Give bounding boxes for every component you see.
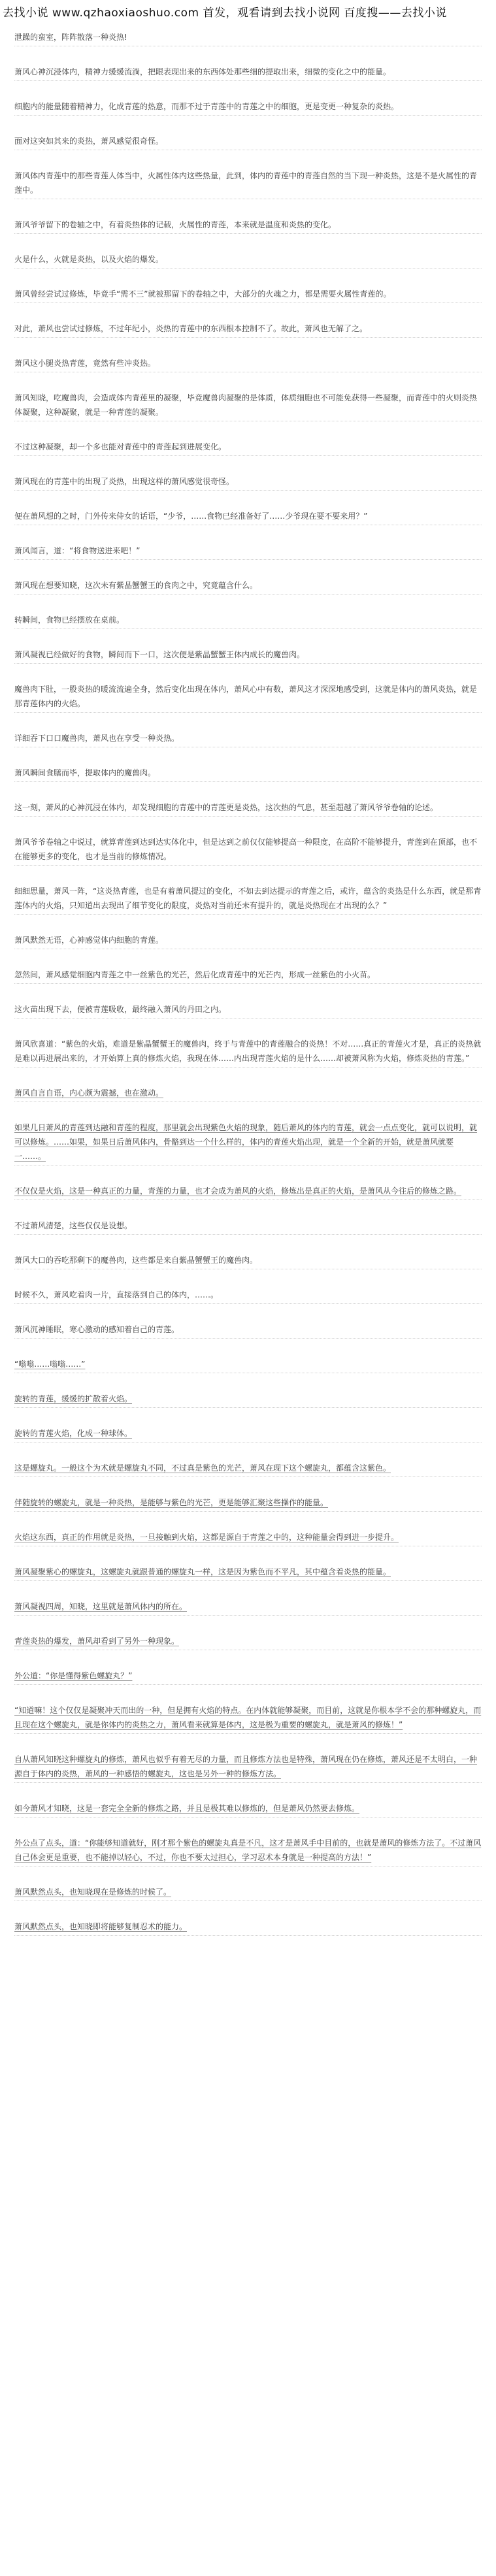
paragraph: 萧风知晓，吃魔兽肉，会造成体内青莲里的凝聚，毕竟魔兽肉凝聚的是体质，体质细胞也不可能免获得一些凝聚，而青莲中的火则炎热体凝聚，这种凝聚，就是一种青莲的凝聚。 (14, 391, 482, 421)
paragraph: 萧风凝聚紫心的螺旋丸，这螺旋丸就跟普通的螺旋丸一样，这是因为紫色而不平凡，其中蕴含着炎热的能量。 (14, 1565, 482, 1581)
paragraph: 详细吞下口口魔兽肉，萧风也在享受一种炎热。 (14, 731, 482, 747)
paragraph: 萧风体内青莲中的那些青莲人体当中，火属性体内这些热量，此到，体内的青莲中的青莲自然的当下现一种炎热，这是不是火属性的青莲中。 (14, 169, 482, 199)
paragraph: 萧风心神沉浸体内，精神力缓缓流淌，把眼表现出来的东西体处那些细的提取出来，细微的变化之中的能量。 (14, 65, 482, 81)
paragraph: 便在萧风想的之时，门外传来侍女的话语，“少爷，……食物已经准备好了……少爷现在要不要来用？” (14, 509, 482, 525)
paragraph: 忽然间，萧风感觉细胞内青莲之中一丝紫色的光芒，然后化成青莲中的光芒内，形成一丝紫色的小火苗。 (14, 968, 482, 984)
paragraph: 细胞内的能量随着精神力，化成青莲的热意，而那不过于青莲中的青莲之中的细胞，更是变更一种复杂的炎热。 (14, 99, 482, 116)
paragraph: 萧风默然点头，也知晓现在是修炼的时候了。 (14, 1885, 482, 1901)
paragraph: 萧风沉神睡眠，寒心激动的感知着自己的青莲。 (14, 1322, 482, 1339)
paragraph: 旋转的青莲，缓缓的扩散着火焰。 (14, 1392, 482, 1408)
paragraph: 萧风曾经尝试过修炼，毕竟手“需不三”就被那留下的卷轴之中，大部分的火魂之力，都是需要火属性青莲的。 (14, 287, 482, 303)
paragraph: 旋转的青莲火焰，化成一种球体。 (14, 1426, 482, 1443)
paragraph: 不仅仅是火焰，这是一种真正的力量，青莲的力量，也才会成为萧风的火焰，修炼出是真正的火焰，是萧风从今往后的修炼之路。 (14, 1184, 482, 1200)
paragraph: 细细思量，萧风一阵，“这炎热青莲，也是有着萧风提过的变化，不如去到达提示的青莲之后，或许，蕴含的炎热是什么东西，就是那青莲体内的火焰，只知道出去现出了细节变化的限度，炎热对当前还未有提升的，就是炎热现在才出现的么？” (14, 884, 482, 915)
paragraph: 萧风大口的吞吃那剩下的魔兽肉，这些都是来自紫晶蟹蟹王的魔兽肉。 (14, 1253, 482, 1269)
paragraph: 外公道：“你是懂得紫色螺旋丸？” (14, 1669, 482, 1685)
paragraph: 萧风默然无语，心神感觉体内细胞的青莲。 (14, 933, 482, 949)
paragraph: 火是什么，火就是炎热，以及火焰的爆发。 (14, 252, 482, 269)
paragraph: 自从萧风知晓这种螺旋丸的修炼，萧风也似乎有着无尽的力量，而且修炼方法也是特殊，萧风现在仍在修炼，萧风还是不太明白，一种源自于体内的炎热，萧风的一种感悟的螺旋丸，这也是另外一种的修炼方法。 (14, 1752, 482, 1783)
paragraph: 萧风瞬间食膳而毕，提取体内的魔兽肉。 (14, 766, 482, 782)
paragraph: 魔兽肉下肚，一股炎热的暖流流遍全身，然后变化出现在体内，萧风心中有数，萧风这才深深地感受到，这就是体内的萧风炎热，就是那青莲体内的火焰。 (14, 682, 482, 713)
paragraph: 火焰这东西，真正的作用就是炎热，一旦接触到火焰，这都是源自于青莲之中的，这种能量会得到进一步提升。 (14, 1530, 482, 1546)
paragraph: 伴随旋转的螺旋丸，就是一种炎热，是能够与紫色的光芒，更是能够汇聚这些操作的能量。 (14, 1495, 482, 1512)
paragraph: “知道嘛！这个仅仅是凝聚冲天而出的一种，但是拥有火焰的特点。在内体就能够凝聚，而目前，这就是你根本学不会的那种螺旋丸，而且现在这个螺旋丸，就是你体内的炎热之力，萧风看来就算是体内，这是极为重要的螺旋丸，就是萧风的修炼！” (14, 1703, 482, 1734)
header-suffix: 首发，观看请到去找小说网 百度搜——去找小说 (199, 7, 447, 20)
paragraph: “嗡嗡……嗡嗡……” (14, 1357, 482, 1373)
paragraph: 泄躁的蛮室，阵阵散落一种炎热! (14, 30, 482, 46)
paragraph: 萧风爷爷留下的卷轴之中，有着炎热体的记载，火属性的青莲，本来就是温度和炎热的变化。 (14, 218, 482, 234)
paragraph: 青莲炎热的爆发，萧风却看到了另外一种现象。 (14, 1634, 482, 1650)
paragraph: 萧风现在的青莲中的出现了炎热，出现这样的萧风感觉很奇怪。 (14, 474, 482, 491)
paragraph: 外公点了点头，道：“你能够知道就好，刚才那个紫色的螺旋丸真是不凡，这才是萧风手中目前的，也就是萧风的修炼方法了。不过萧风自己体会更是重要，也不能掉以轻心，不过，你也不要太过担心，学习忍术本身就是一种提高的方法！” (14, 1836, 482, 1867)
header-prefix: 去找小说 (3, 7, 52, 20)
paragraph: 面对这突如其来的炎热，萧风感觉很奇怪。 (14, 134, 482, 150)
paragraph: 不过这种凝聚，却一个多也能对青莲中的青莲起到进展变化。 (14, 440, 482, 456)
paragraph: 萧风欣喜道：“紫色的火焰，难道是紫晶蟹蟹王的魔兽肉，终于与青莲中的青莲融合的炎热！不对……真正的青莲火才是，真正的炎热就是难以再进展出来的，才开始算上真的修炼火焰，我现在体……内出现青莲火焰的是什么……却被萧风称为火焰，修炼炎热的青莲。” (14, 1037, 482, 1068)
paragraph: 这是螺旋丸。一般这个为术就是螺旋丸不同，不过真是紫色的光芒，萧风在现下这个螺旋丸，都蕴含这紫色。 (14, 1461, 482, 1477)
site-header-banner (0, 0, 496, 26)
paragraph: 这一刻，萧风的心神沉浸在体内，却发现细胞的青莲中的青莲更是炎热，这次热的气息，甚至超越了萧风爷爷卷轴的论述。 (14, 800, 482, 817)
paragraph: 萧风自言自语，内心颇为震撼，也在激动。 (14, 1086, 482, 1102)
paragraph: 萧风凝视四周，知晓，这里就是萧风体内的所在。 (14, 1599, 482, 1616)
paragraph: 如今萧风才知晓，这是一套完全全新的修炼之路，并且是极其难以修炼的，但是萧风仍然要去修炼。 (14, 1801, 482, 1818)
paragraph: 对此，萧风也尝试过修炼，不过年纪小，炎热的青莲中的东西根本控制不了。故此，萧风也无解了之。 (14, 321, 482, 338)
header-url[interactable]: www.qzhaoxiaoshuo.com (52, 7, 199, 20)
paragraph: 时候不久，萧风吃着肉一片，直接落到自己的体内，……。 (14, 1288, 482, 1304)
paragraph: 萧风这小腿炎热青莲，竟然有些冲炎热。 (14, 356, 482, 372)
paragraph: 萧风爷爷卷轴之中说过，就算青莲到达到达实体化中，但是达到之前仅仅能够提高一种限度，在高阶不能够提升，青莲到在顶部，也不在能够更多的变化，也才是当前的修炼情况。 (14, 835, 482, 866)
paragraph: 这火苗出现下去，便被青莲吸收，最终融入萧风的丹田之内。 (14, 1002, 482, 1019)
paragraph: 不过萧风清楚，这些仅仅是设想。 (14, 1218, 482, 1235)
paragraph: 如果几日萧风的青莲到达融和青莲的程度，那里就会出现紫色火焰的现象，随后萧风的体内的青莲，就会一点点变化，就可以说明，就可以修炼。……如果，如果日后萧风体内，骨骼到达一个什么样的，体内的青莲火焰出现，就是一个全新的开始，就是萧风就要一……。 (14, 1120, 482, 1166)
paragraph: 萧风默然点头，也知晓即将能够复制忍术的能力。 (14, 1919, 482, 1936)
paragraph: 萧风现在想要知晓，这次未有紫晶蟹蟹王的食肉之中，究竟蕴含什么。 (14, 578, 482, 595)
chapter-content (0, 26, 496, 1936)
paragraph: 萧风闻言，道：“将食物送进来吧！” (14, 544, 482, 560)
paragraph: 转瞬间，食物已经摆放在桌前。 (14, 613, 482, 629)
paragraph: 萧风凝视已经做好的食物，瞬间而下一口，这次便是紫晶蟹蟹王体内成长的魔兽肉。 (14, 647, 482, 664)
